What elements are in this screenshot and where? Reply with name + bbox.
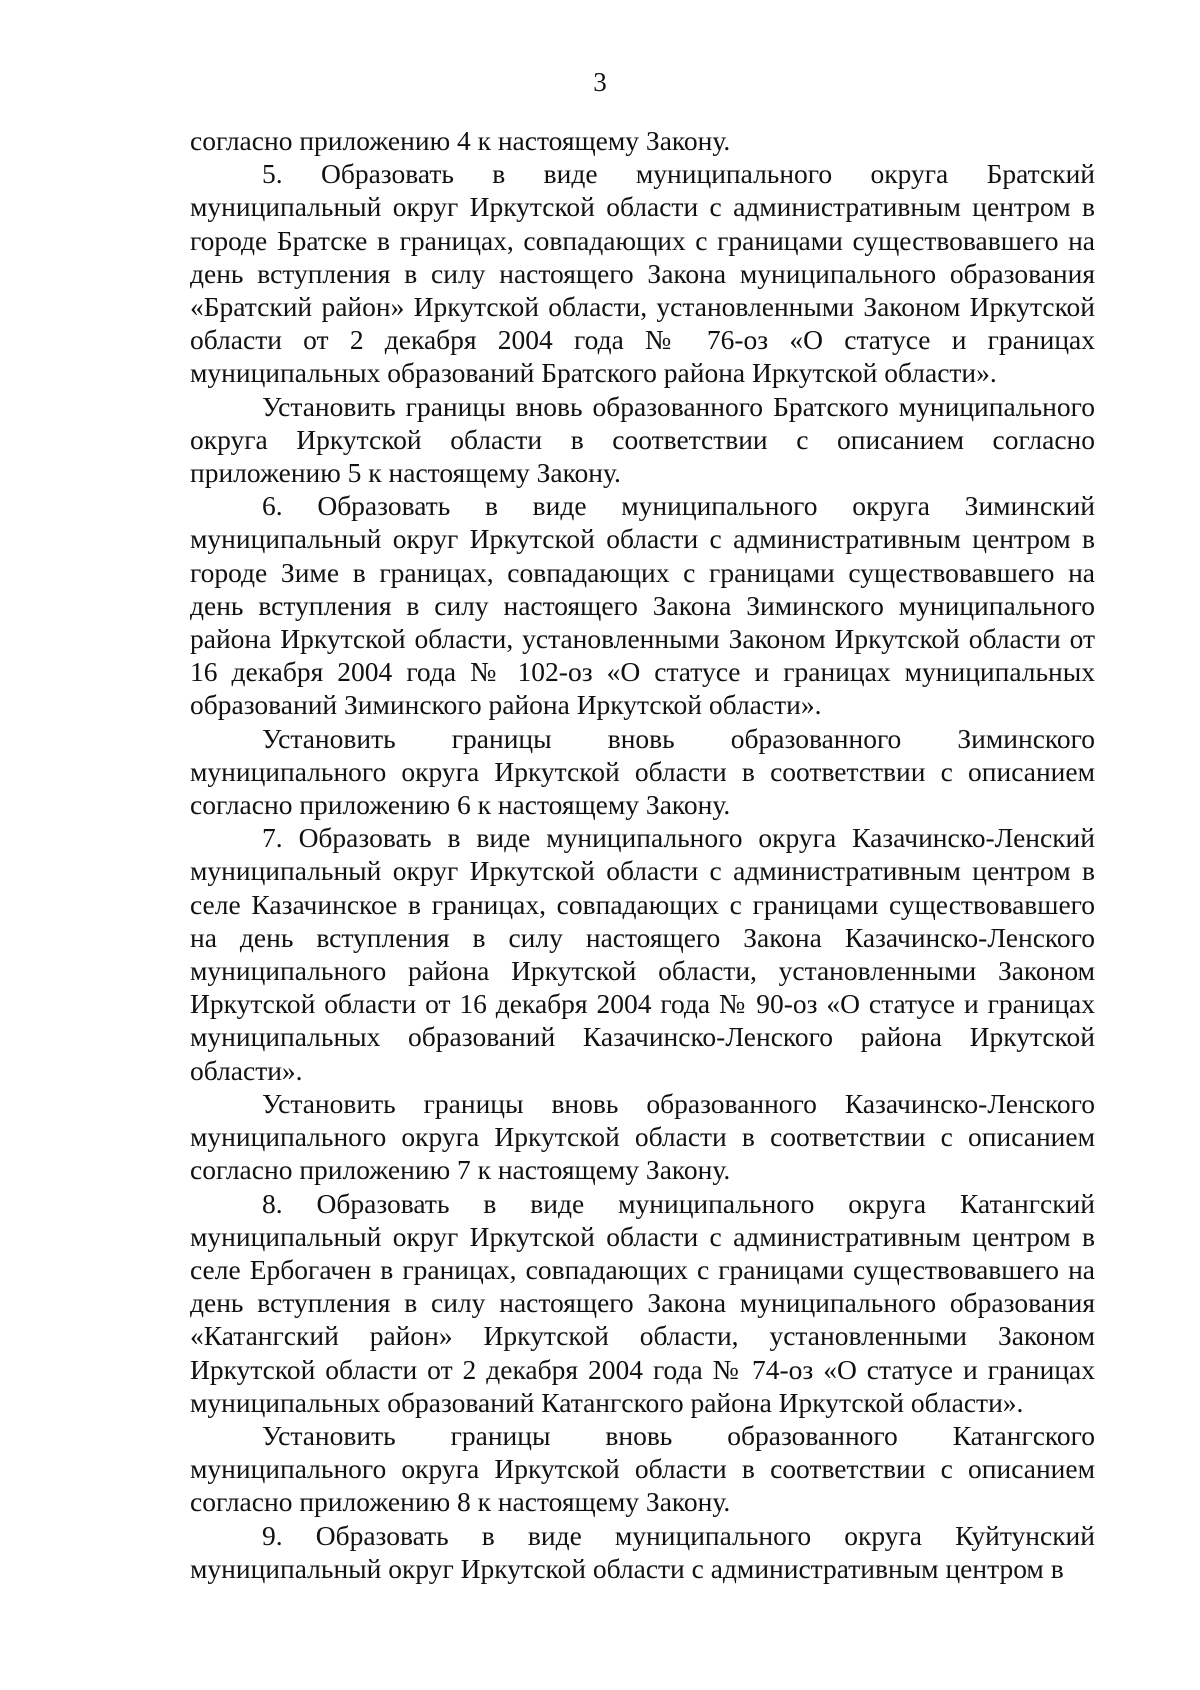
paragraph-boundaries-5: Установить границы вновь образованного Братского муниципального округа Иркутской области в соответствии с описанием согласно приложению 5 к настоящему Закону. xyxy=(190,390,1095,489)
document-body xyxy=(190,124,1095,1585)
paragraph-item-5: 5. Образовать в виде муниципального округа Братский муниципальный округ Иркутской области с административным центром в городе Братске в границах, совпадающих с границами существовавшего на день вступления в силу настоящего Закона муниципального образования «Братский район» Иркутской области, установленными Законом Иркутской области от 2 декабря 2004 года № 76-оз «О статусе и границах муниципальных образований Братского района Иркутской области». xyxy=(190,158,1095,389)
page-number: 3 xyxy=(593,67,607,97)
paragraph-item-7: 7. Образовать в виде муниципального округа Казачинско-Ленский муниципальный округ Иркутской области с административным центром в селе Казачинское в границах, совпадающих с границами существовавшего на день вступления в силу настоящего Закона Казачинско-Ленского муниципального района Иркутской области, установленными Законом Иркутской области от 16 декабря 2004 года № 90-оз «О статусе и границах муниципальных образований Казачинско-Ленского района Иркутской области». xyxy=(190,822,1095,1086)
paragraph-continuation: согласно приложению 4 к настоящему Закону. xyxy=(190,125,731,156)
paragraph-item-6: 6. Образовать в виде муниципального округа Зиминский муниципальный округ Иркутской области с административным центром в городе Зиме в границах, совпадающих с границами существовавшего на день вступления в силу настоящего Закона Зиминского муниципального района Иркутской области, установленными Законом Иркутской области от 16 декабря 2004 года № 102-оз «О статусе и границах муниципальных образований Зиминского района Иркутской области». xyxy=(190,490,1095,721)
paragraph-item-9: 9. Образовать в виде муниципального округа Куйтунский муниципальный округ Иркутской области с административным центром в xyxy=(190,1519,1095,1584)
paragraph-item-8: 8. Образовать в виде муниципального округа Катангский муниципальный округ Иркутской области с административным центром в селе Ербогачен в границах, совпадающих с границами существовавшего на день вступления в силу настоящего Закона муниципального образования «Катангский район» Иркутской области, установленными Законом Иркутской области от 2 декабря 2004 года № 74-оз «О статусе и границах муниципальных образований Катангского района Иркутской области». xyxy=(190,1187,1095,1418)
paragraph-boundaries-6: Установить границы вновь образованного Зиминского муниципального округа Иркутской области в соответствии с описанием согласно приложению 6 к настоящему Закону. xyxy=(190,722,1095,821)
paragraph-boundaries-8: Установить границы вновь образованного Катангского муниципального округа Иркутской области в соответствии с описанием согласно приложению 8 к настоящему Закону. xyxy=(190,1419,1095,1518)
paragraph-boundaries-7: Установить границы вновь образованного Казачинско-Ленского муниципального округа Иркутской области в соответствии с описанием согласно приложению 7 к настоящему Закону. xyxy=(190,1087,1095,1186)
